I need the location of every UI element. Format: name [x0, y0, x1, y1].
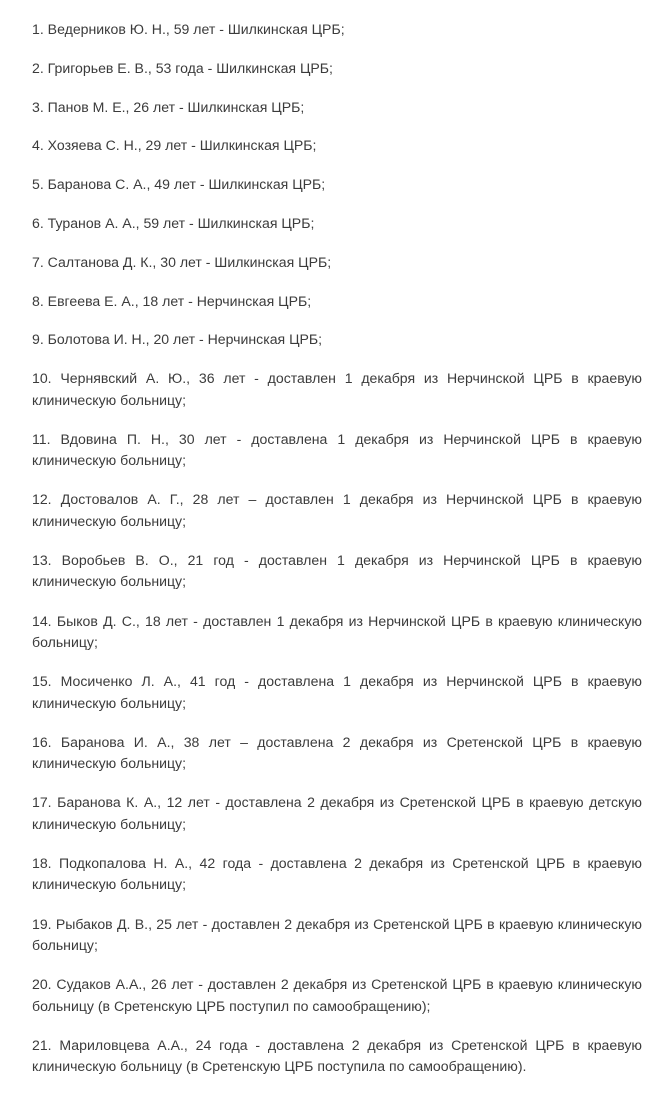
list-item: 15. Мосиченко Л. А., 41 год - доставлена 1 декабря из Нерчинской ЦРБ в краевую клиническую больницу; — [32, 673, 642, 711]
list-item: 3. Панов М. Е., 26 лет - Шилкинская ЦРБ; — [32, 98, 305, 115]
list-item: 21. Мариловцева А.А., 24 года - доставлена 2 декабря из Сретенской ЦРБ в краевую клиническую больницу (в Сретенскую ЦРБ поступила по самообращению). — [32, 1036, 642, 1075]
list-item: 4. Хозяева С. Н., 29 лет - Шилкинская ЦРБ; — [32, 137, 317, 154]
list-item: 10. Чернявский А. Ю., 36 лет - доставлен 1 декабря из Нерчинской ЦРБ в краевую клиническую больницу; — [32, 370, 642, 408]
list-item: 16. Баранова И. А., 38 лет – доставлена 2 декабря из Сретенской ЦРБ в краевую клиническую больницу; — [32, 733, 642, 772]
list-item: 13. Воробьев В. О., 21 год - доставлен 1 декабря из Нерчинской ЦРБ в краевую клиническую больницу; — [32, 551, 642, 590]
list-item: 12. Достовалов А. Г., 28 лет – доставлен 1 декабря из Нерчинской ЦРБ в краевую клиническую больницу; — [32, 491, 642, 529]
list-item: 9. Болотова И. Н., 20 лет - Нерчинская ЦРБ; — [32, 331, 323, 348]
article-body — [32, 0, 642, 1078]
list-item: 20. Судаков А.А., 26 лет - доставлен 2 декабря из Сретенской ЦРБ в краевую клиническую больницу (в Сретенскую ЦРБ поступил по самообращению); — [32, 976, 642, 1014]
list-item: 6. Туранов А. А., 59 лет - Шилкинская ЦРБ; — [32, 214, 315, 231]
list-item: 2. Григорьев Е. В., 53 года - Шилкинская ЦРБ; — [32, 59, 333, 76]
list-item: 19. Рыбаков Д. В., 25 лет - доставлен 2 декабря из Сретенской ЦРБ в краевую клиническую больницу; — [32, 915, 642, 954]
list-item: 1. Ведерников Ю. Н., 59 лет - Шилкинская ЦРБ; — [32, 21, 345, 37]
list-item: 7. Салтанова Д. К., 30 лет - Шилкинская ЦРБ; — [32, 253, 332, 270]
list-item: 5. Баранова С. А., 49 лет - Шилкинская ЦРБ; — [32, 176, 326, 193]
list-item: 18. Подкопалова Н. А., 42 года - доставлена 2 декабря из Сретенской ЦРБ в краевую клиническую больницу; — [32, 854, 642, 893]
list-item: 11. Вдовина П. Н., 30 лет - доставлена 1 декабря из Нерчинской ЦРБ в краевую клиническую больницу; — [32, 430, 642, 469]
list-item: 17. Баранова К. А., 12 лет - доставлена 2 декабря из Сретенской ЦРБ в краевую детскую клиническую больницу; — [32, 794, 642, 832]
list-item: 14. Быков Д. С., 18 лет - доставлен 1 декабря из Нерчинской ЦРБ в краевую клиническую больницу; — [32, 612, 642, 651]
list-item: 8. Евгеева Е. А., 18 лет - Нерчинская ЦРБ; — [32, 292, 312, 309]
